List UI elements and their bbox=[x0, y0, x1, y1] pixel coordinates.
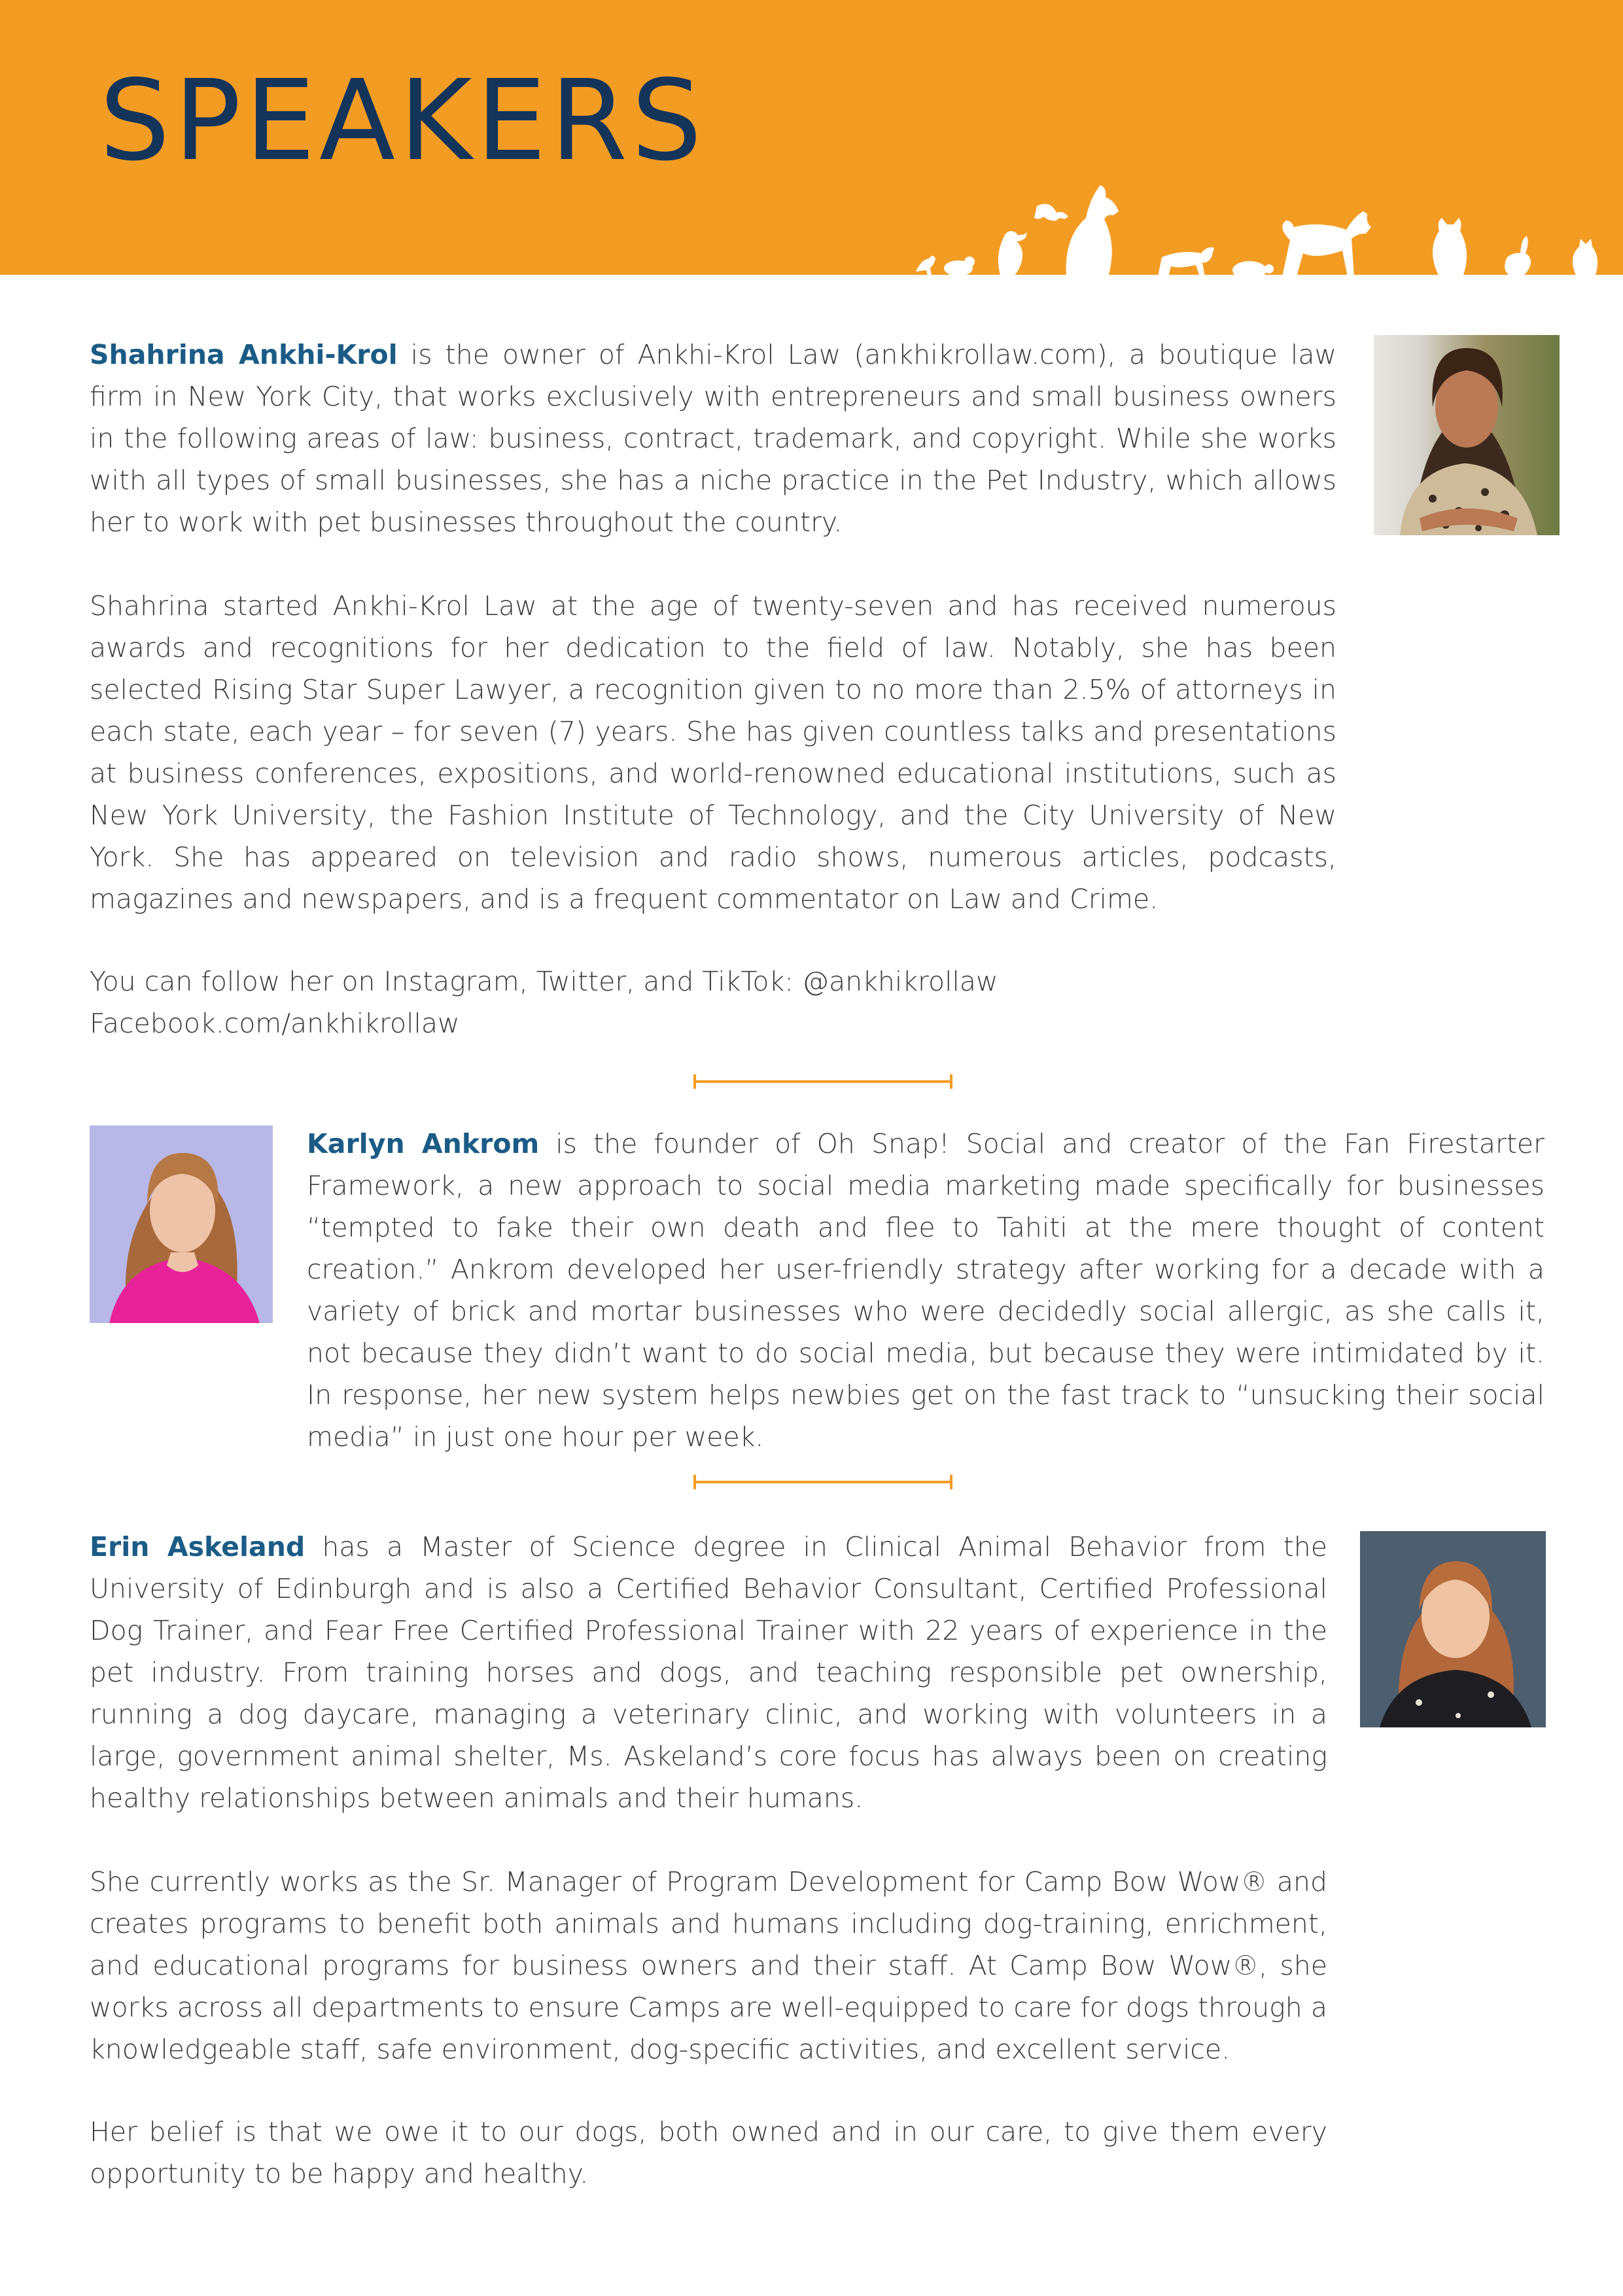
section-divider bbox=[693, 1475, 952, 1489]
speaker-bio-text: She currently works as the Sr. Manager of Program Development for Camp Bow Wow® and creates programs to benefit both animals and humans including dog-training, enrichment, and educational programs for business owners and their staff. At Camp Bow Wow®, she works across all departments to ensure Camps are well-equipped to care for dogs through a knowledgeable staff, safe environment, dog-specific activities, and excellent service. bbox=[90, 1866, 1327, 2065]
speaker-photo bbox=[1360, 1531, 1546, 1727]
speaker-name: Erin Askeland bbox=[90, 1531, 305, 1563]
speaker-bio-text: is the founder of Oh Snap! Social and creator of the Fan Firestarter Framework, a new approach to social media marketing made specifically for businesses “tempted to fake their own death and flee to Tahiti at the mere thought of content creation.” Ankrom developed her user-friendly strategy after working for a decade with a variety of brick and mortar businesses who were decidedly social allergic, as she calls it, not because they didn’t want to do social media, but because they were intimidated by it. In response, her new system helps newbies get on the fast track to “unsucking their social media” in just one hour per week. bbox=[307, 1128, 1544, 1453]
speaker-bio-text: Her belief is that we owe it to our dogs, both owned and in our care, to give them every opportunity to be happy and healthy. bbox=[90, 2116, 1327, 2189]
speaker-social-paragraph bbox=[90, 961, 1336, 1044]
speaker-bio-paragraph bbox=[90, 1861, 1327, 2070]
speaker-bio-text: is the owner of Ankhi-Krol Law (ankhikrollaw.com), a boutique law firm in New York City, that works exclusively with entrepreneurs and small business owners in the following areas of law: business, contract, trademark, and copyright. While she works with all types of small businesses, she has a niche practice in the Pet Industry, which allows her to work with pet businesses throughout the country. bbox=[90, 339, 1336, 538]
speaker-bio-text: has a Master of Science degree in Clinical Animal Behavior from the University of Edinburgh and is also a Certified Behavior Consultant, Certified Professional Dog Trainer, and Fear Free Certified Professional Trainer with 22 years of experience in the pet industry. From training horses and dogs, and teaching responsible pet ownership, running a dog daycare, managing a veterinary clinic, and working with volunteers in a large, government animal shelter, Ms. Askeland’s core focus has always been on creating healthy relationships between animals and their humans. bbox=[90, 1531, 1327, 1814]
speaker-name: Shahrina Ankhi-Krol bbox=[90, 339, 398, 370]
speaker-facebook-link: Facebook.com/ankhikrollaw bbox=[90, 1008, 460, 1039]
speaker-name: Karlyn Ankrom bbox=[307, 1128, 540, 1159]
speaker-bio-paragraph bbox=[307, 1123, 1544, 1458]
speaker-bio-paragraph bbox=[90, 585, 1336, 920]
animal-silhouettes-icon bbox=[896, 167, 1623, 278]
speaker-social-text: You can follow her on Instagram, Twitter, and TikTok: @ankhikrollaw bbox=[90, 966, 998, 997]
header-banner bbox=[0, 0, 1623, 275]
speaker-bio-paragraph bbox=[90, 334, 1336, 543]
section-divider bbox=[693, 1074, 952, 1089]
speaker-photo bbox=[1374, 335, 1560, 535]
speaker-bio-paragraph bbox=[90, 2111, 1327, 2195]
speaker-bio-text: Shahrina started Ankhi-Krol Law at the age of twenty-seven and has received numerous awards and recognitions for her dedication to the field of law. Notably, she has been selected Rising Star Super Lawyer, a recognition given to no more than 2.5% of attorneys in each state, each year – for seven (7) years. She has given countless talks and presentations at business conferences, expositions, and world-renowned educational institutions, such as New York University, the Fashion Institute of Technology, and the City University of New York. She has appeared on television and radio shows, numerous articles, podcasts, magazines and newspapers, and is a frequent commentator on Law and Crime. bbox=[90, 590, 1336, 915]
speaker-photo bbox=[90, 1125, 273, 1323]
speaker-bio-paragraph bbox=[90, 1526, 1327, 1819]
page-title: SPEAKERS bbox=[99, 56, 707, 186]
